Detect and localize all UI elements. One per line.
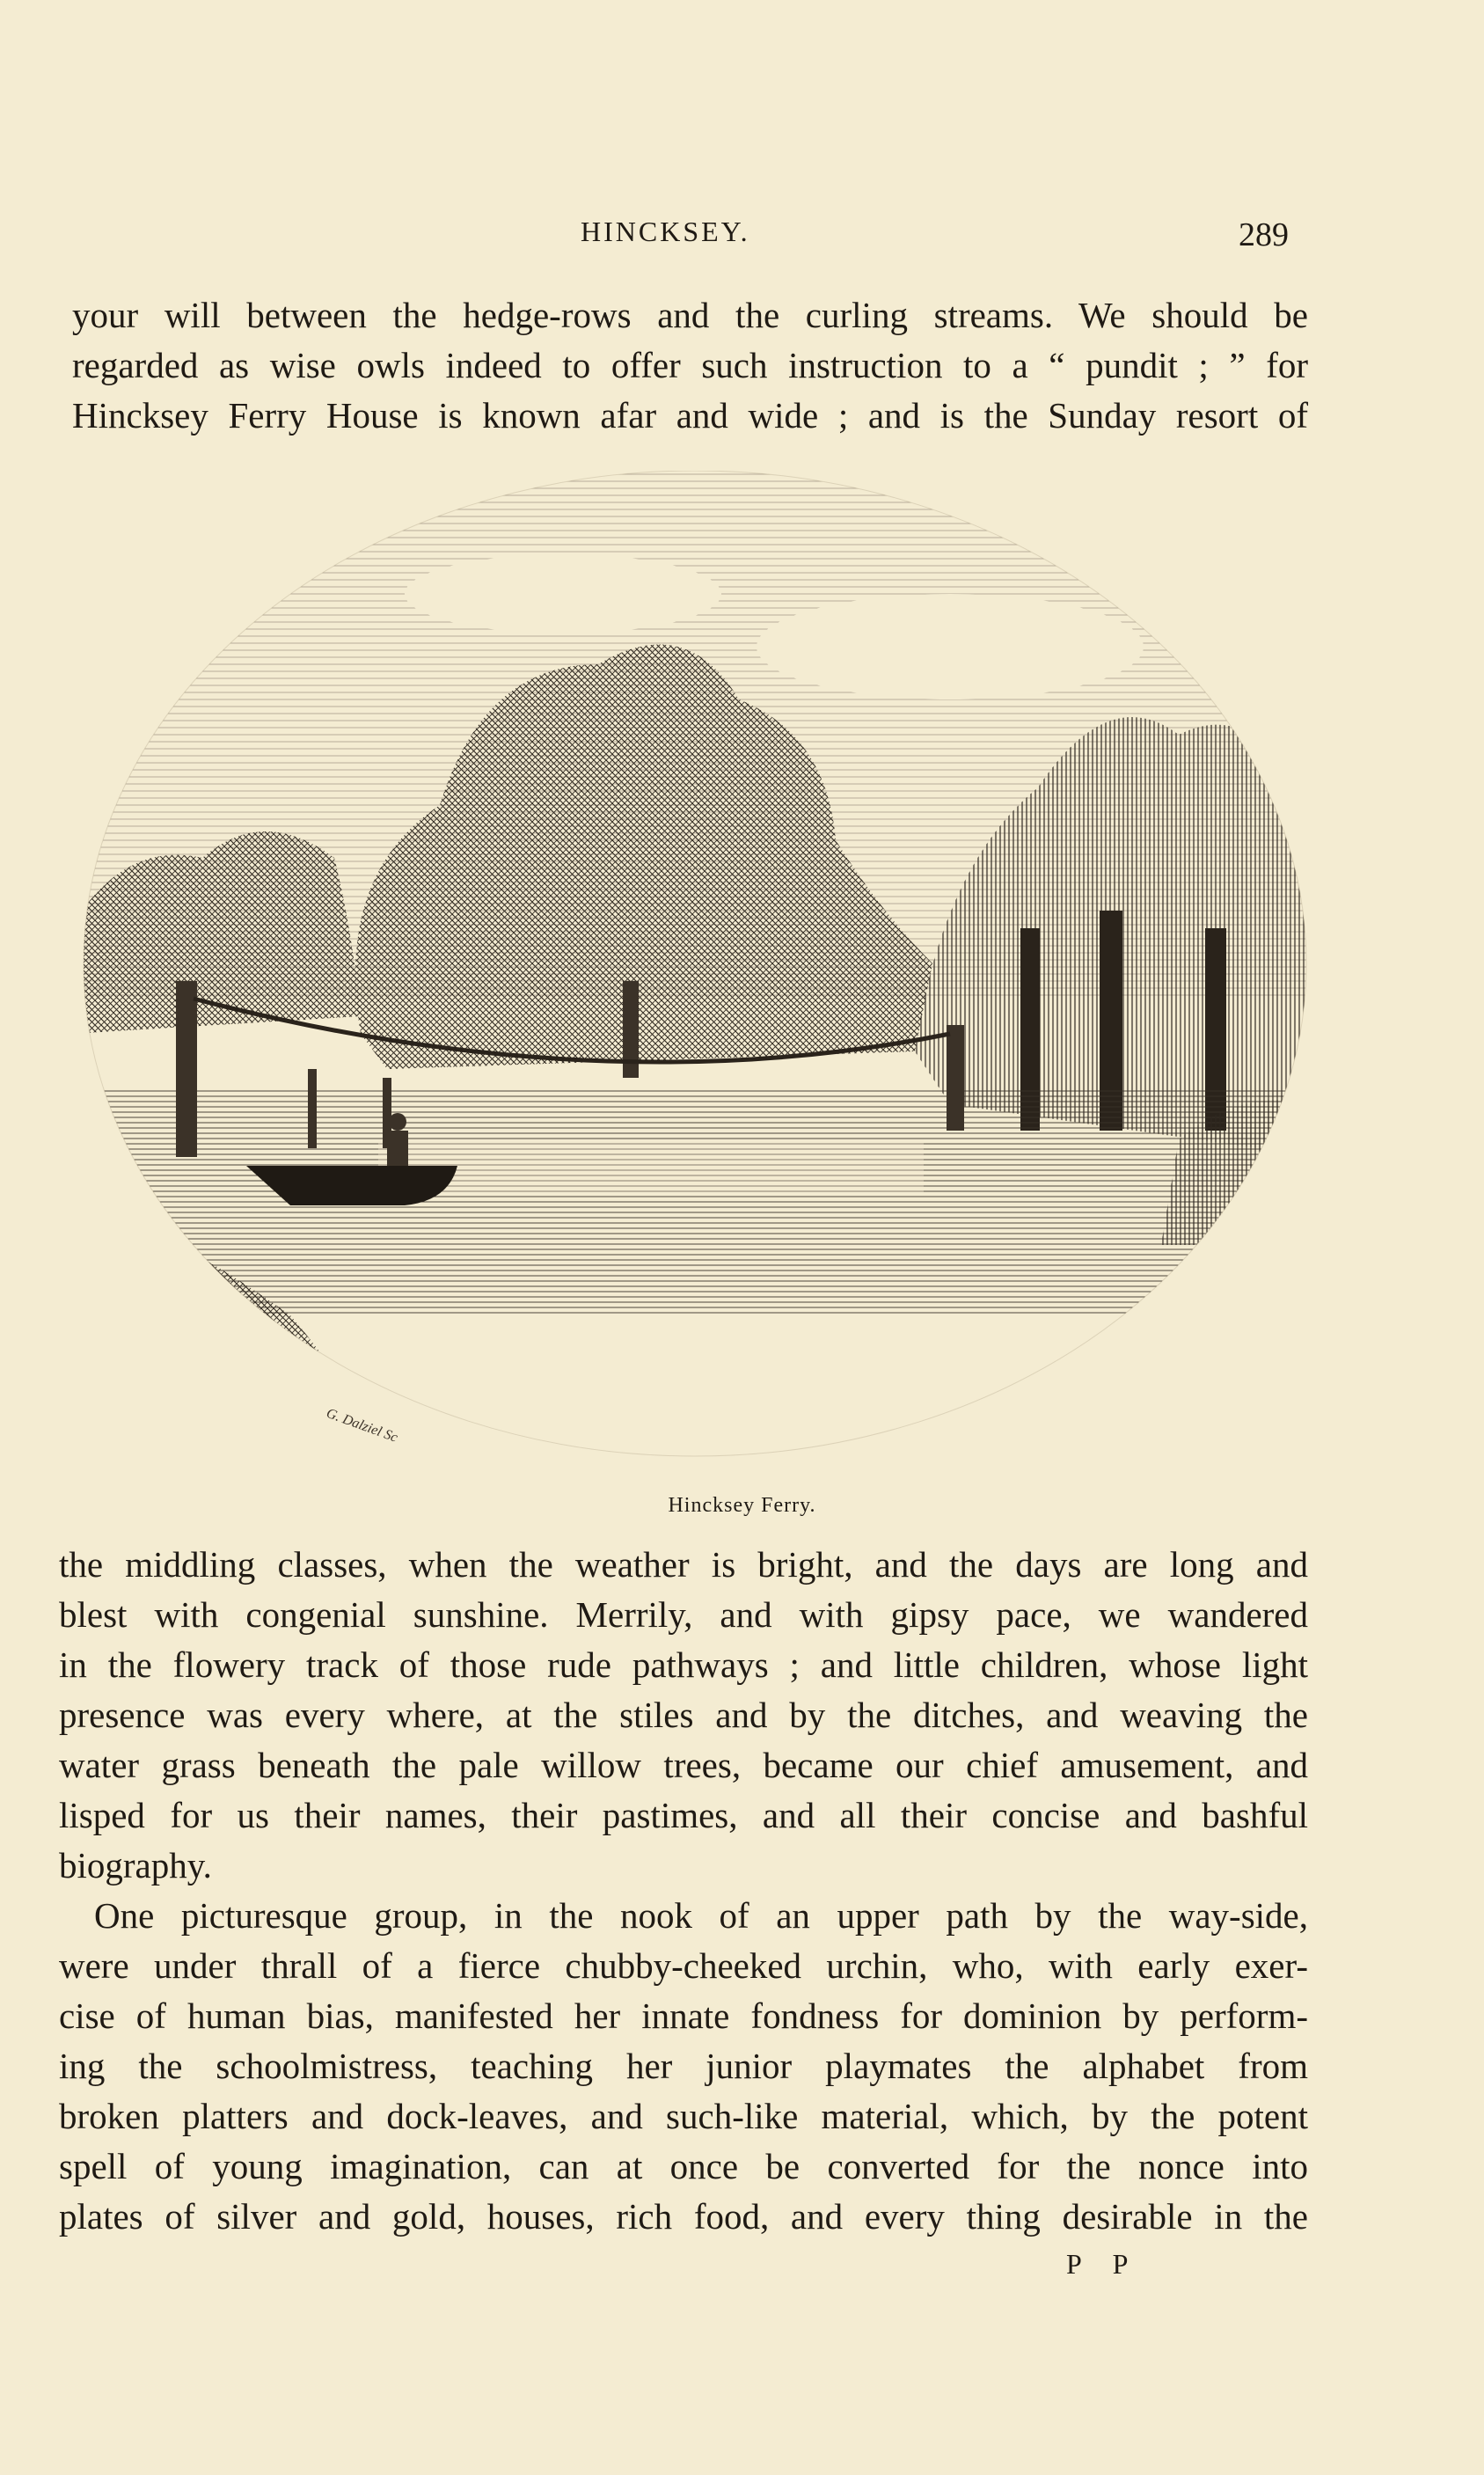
page-number: 289: [1239, 216, 1289, 253]
top-paragraph: [72, 290, 1308, 441]
engraving-hincksey-ferry: [70, 471, 1320, 1474]
text-line: ing the schoolmistress, teaching her junior playmates the alphabet from: [59, 2046, 1308, 2086]
text-line: cise of human bias, manifested her innate fondness for dominion by perform-: [59, 1995, 1308, 2036]
text-line: regarded as wise owls indeed to offer such instruction to a “ pundit ; ” for: [72, 345, 1308, 385]
text-line: water grass beneath the pale willow trees, became our chief amusement, and: [59, 1745, 1308, 1785]
text-line: in the flowery track of those rude pathways ; and little children, whose light: [59, 1644, 1308, 1685]
signature-mark: P P: [1066, 2248, 1141, 2280]
engraving-illustration: [70, 471, 1320, 1474]
figure-caption: Hincksey Ferry.: [668, 1494, 816, 1517]
text-line: biography.: [59, 1845, 212, 1886]
text-line: One picturesque group, in the nook of an upper path by the way-side,: [94, 1895, 1308, 1936]
running-head: HINCKSEY.: [581, 216, 750, 247]
text-line: broken platters and dock-leaves, and such-like material, which, by the potent: [59, 2096, 1308, 2136]
text-line: the middling classes, when the weather is bright, and the days are long and: [59, 1544, 1308, 1585]
text-line: Hincksey Ferry House is known afar and wide ; and is the Sunday resort of: [72, 395, 1308, 436]
text-line: plates of silver and gold, houses, rich food, and every thing desirable in the: [59, 2196, 1308, 2237]
text-line: presence was every where, at the stiles and by the ditches, and weaving the: [59, 1695, 1308, 1735]
text-line: lisped for us their names, their pastimes, and all their concise and bashful: [59, 1795, 1308, 1835]
text-line: your will between the hedge-rows and the curling streams. We should be: [72, 295, 1308, 335]
engraver-signature: G. Dalziel Sc: [324, 1405, 400, 1446]
bottom-paragraphs: [59, 1540, 1308, 2242]
text-line: blest with congenial sunshine. Merrily, and with gipsy pace, we wandered: [59, 1594, 1308, 1635]
text-line: were under thrall of a fierce chubby-cheeked urchin, who, with early exer-: [59, 1945, 1308, 1986]
text-line: spell of young imagination, can at once be converted for the nonce into: [59, 2146, 1308, 2186]
